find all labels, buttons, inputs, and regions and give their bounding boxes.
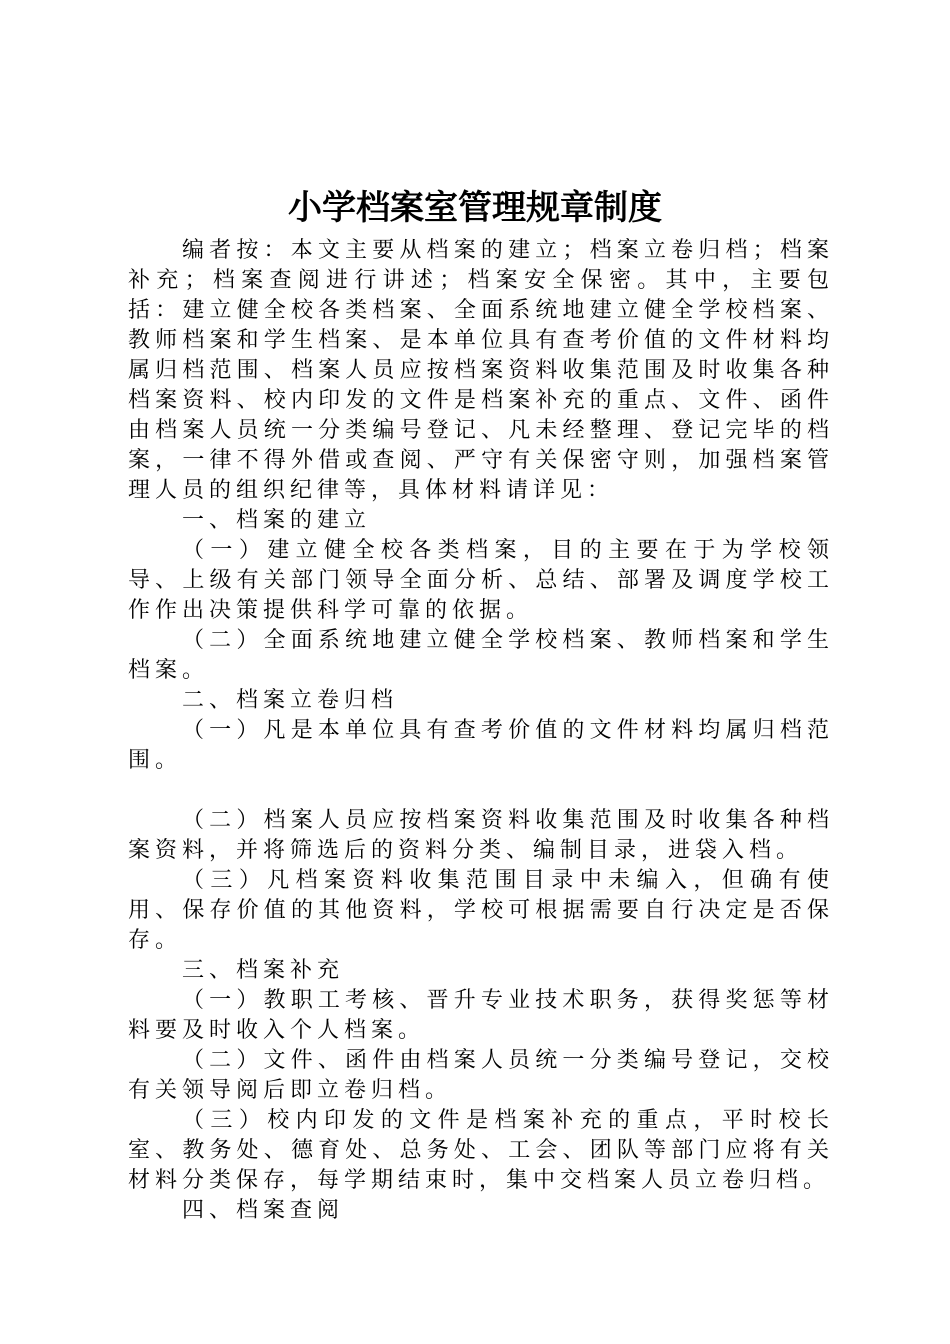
section-item: （一）建立健全校各类档案，目的主要在于为学校领导、上级有关部门领导全面分析、总结、部署及调度学校工作作出决策提供科学可靠的依据。 xyxy=(128,538,834,623)
document-body xyxy=(128,236,834,1226)
section-item: （二）全面系统地建立健全学校档案、教师档案和学生档案。 xyxy=(128,628,834,683)
section-heading-filing: 二、档案立卷归档 xyxy=(182,688,399,713)
section-heading-establish: 一、档案的建立 xyxy=(182,508,372,533)
section-heading-consult: 四、档案查阅 xyxy=(182,1198,345,1223)
blank-line xyxy=(128,776,834,806)
document-title: 小学档案室管理规章制度 xyxy=(288,188,662,228)
section-item: （一）凡是本单位具有查考价值的文件材料均属归档范围。 xyxy=(128,718,834,773)
section-item: （三）凡档案资料收集范围目录中未编入，但确有使用、保存价值的其他资料，学校可根据需要自行决定是否保存。 xyxy=(128,868,834,953)
section-item: （一）教职工考核、晋升专业技术职务，获得奖惩等材料要及时收入个人档案。 xyxy=(128,988,834,1043)
editor-note-paragraph: 编者按：本文主要从档案的建立；档案立卷归档；档案补充；档案查阅进行讲述；档案安全保密。其中，主要包括：建立健全校各类档案、全面系统地建立健全学校档案、教师档案和学生档案、是本单位具有查考价值的文件材料均属归档范围、档案人员应按档案资料收集范围及时收集各种档案资料、校内印发的文件是档案补充的重点、文件、函件由档案人员统一分类编号登记、凡未经整理、登记完毕的档案，一律不得外借或查阅、严守有关保密守则，加强档案管理人员的组织纪律等，具体材料请详见： xyxy=(128,238,834,503)
section-item: （二）文件、函件由档案人员统一分类编号登记，交校有关领导阅后即立卷归档。 xyxy=(128,1048,834,1103)
section-heading-supplement: 三、档案补充 xyxy=(182,958,345,983)
section-item: （三）校内印发的文件是档案补充的重点，平时校长室、教务处、德育处、总务处、工会、团队等部门应将有关材料分类保存，每学期结束时，集中交档案人员立卷归档。 xyxy=(128,1108,834,1193)
section-item: （二）档案人员应按档案资料收集范围及时收集各种档案资料，并将筛选后的资料分类、编制目录，进袋入档。 xyxy=(128,808,834,863)
